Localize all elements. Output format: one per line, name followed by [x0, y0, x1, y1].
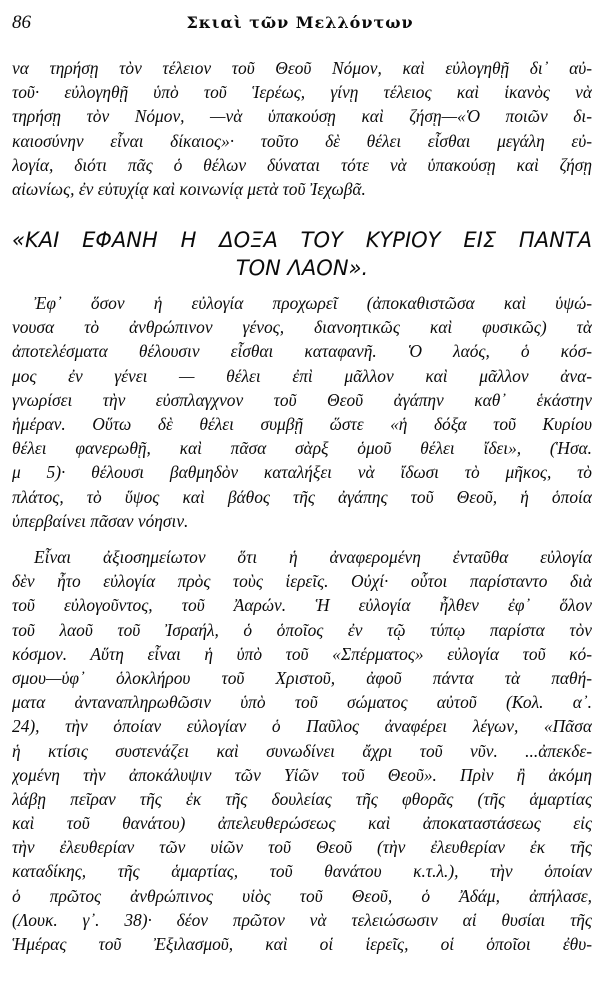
running-head [0, 8, 600, 40]
text-line: θέλει φανερωθῇ, καὶ πᾶσα σὰρξ ὁμοῦ θέλει ἴδει», (Ἡσα. [12, 438, 592, 459]
heading-line: «ΚΑΙ ΕΦΑΝΗ Η ΔΟΞΑ ΤΟΥ ΚΥΡΙΟΥ ΕΙΣ ΠΑΝΤΑ [12, 228, 592, 252]
text-line: ἀποτελέσματα θέλουσιν εἶσθαι καταφανῆ. Ὁ λαός, ὁ κόσ- [12, 341, 592, 362]
text-line: καὶ τοῦ θανάτου) ἀπελευθερώσεως καὶ ἀποκαταστάσεως εἰς [12, 813, 592, 834]
running-title: Σκιαὶ τῶν Μελλόντων [186, 13, 414, 32]
text-line: Ἡμέρας τοῦ Ἐξιλασμοῦ, καὶ οἱ ἱερεῖς, οἱ ὁποῖοι ἐθυ- [12, 934, 592, 954]
text-line: ἡμέραν. Οὕτω δὲ θέλει συμβῇ ὥστε «ἡ δόξα τοῦ Κυρίου [12, 413, 592, 434]
text-line: λάβῃ πεῖραν τῆς ἐκ τῆς δουλείας τῆς φθορᾶς (τῆς ἁμαρτίας [12, 788, 592, 809]
paragraph-2 [12, 291, 592, 533]
text-line: ἡ κτίσις συστενάζει καὶ συνωδίνει ἄχρι τοῦ νῦν. ...ἀπεκδε- [12, 740, 592, 761]
text-line: καιοσύνην εἶναι δίκαιος»· τοῦτο δὲ θέλει εἶσθαι μεγάλη εὐ- [12, 130, 592, 151]
heading-line: ΤΟΝ ΛΑΟΝ». [235, 256, 369, 280]
paragraph-1 [12, 56, 592, 201]
text-line: σμου—ὑφ᾽ ὁλοκλήρου τοῦ Χριστοῦ, ἀφοῦ πάντα τὰ παθή- [12, 667, 592, 688]
paragraph-3 [12, 545, 592, 956]
text-line: μος ἐν γένει — θέλει ἐπὶ μᾶλλον καὶ μᾶλλον ἀνα- [12, 365, 592, 386]
text-line: αἰωνίως, ἐν εὐτυχίᾳ καὶ κοινωνίᾳ μετὰ τοῦ Ἰεχωβᾶ. [12, 178, 366, 199]
text-line: τὴν ἐλευθερίαν τῶν υἱῶν τοῦ Θεοῦ (τὴν ἐλευθερίαν ἐκ τῆς [12, 837, 592, 858]
text-line: νουσα τὸ ἀνθρώπινον γένος, διανοητικῶς καὶ φυσικῶς) τὰ [12, 317, 592, 338]
text-line: 24), τὴν ὁποίαν εὐλογίαν ὁ Παῦλος ἀναφέρει λέγων, «Πᾶσα [12, 716, 592, 737]
text-line: τοῦ λαοῦ τοῦ Ἰσραήλ, ὁ ὁποῖος ἐν τῷ τύπῳ παρίστα τὸν [12, 619, 592, 640]
text-line: Εἶναι ἀξιοσημείωτον ὅτι ἡ ἀναφερομένη ἐνταῦθα εὐλογία [34, 547, 592, 567]
page-number: 86 [12, 12, 31, 33]
text-line: δὲν ἦτο εὐλογία πρὸς τοὺς ἱερεῖς. Οὐχί· οὗτοι παρίσταντο διὰ [12, 571, 592, 592]
text-line: τοῦ εὐλογοῦντος, τοῦ Ἀαρών. Ἡ εὐλογία ἦλθεν ἐφ᾽ ὅλον [12, 595, 592, 616]
text-line: μ 5)· θέλουσι βαθμηδὸν καταλήξει νὰ ἴδωσι τὸ μῆκος, τὸ [12, 462, 592, 483]
text-line: τηρήσῃ τὸν Νόμον, —νὰ ὑπακούσῃ καὶ ζήσῃ—«Ὁ ποιῶν δι- [12, 106, 592, 127]
text-line: Ἐφ᾽ ὅσον ἡ εὐλογία προχωρεῖ (ἀποκαθιστῶσα καὶ ὑψώ- [34, 293, 592, 313]
text-line: καταδίκης, τῆς ἁμαρτίας, τοῦ θανάτου κ.τ.λ.), τὴν ὁποίαν [12, 861, 592, 882]
text-line: ὁ πρῶτος ἀνθρώπινος υἱὸς τοῦ Θεοῦ, ὁ Ἀδάμ, ἀπήλασε, [12, 885, 592, 906]
text-line: κόσμον. Αὕτη εἶναι ἡ ὑπὸ τοῦ «Σπέρματος» εὐλογία τοῦ κό- [12, 643, 592, 664]
text-line: ματα ἀνταναπληρωθῶσιν ὑπὸ τοῦ σώματος αὐτοῦ (Κολ. α᾽. [12, 692, 592, 713]
text-line: να τηρήσῃ τὸν τέλειον τοῦ Θεοῦ Νόμον, καὶ εὐλογηθῇ δι᾽ αὐ- [12, 58, 592, 78]
text-line: τοῦ· εὐλογηθῇ ὑπὸ τοῦ Ἱερέως, γίνῃ τέλειος καὶ ἱκανὸς νὰ [12, 82, 592, 103]
text-line: ὑπερβαίνει πᾶσαν νόησιν. [12, 510, 189, 531]
text-line: (Λουκ. γ᾽. 38)· δέον πρῶτον νὰ τελειώσωσιν αἱ θυσίαι τῆς [12, 909, 592, 930]
text-line: χομένη τὴν ἀποκάλυψιν τῶν Υἱῶν τοῦ Θεοῦ». Πρὶν ἢ ἀκόμη [12, 764, 592, 785]
text-line: πλάτος, τὸ ὕψος καὶ βάθος τῆς ἀγάπης τοῦ Θεοῦ, ἡ ὁποία [12, 486, 592, 507]
text-line: λογία, διότι πᾶς ὁ θέλων δύναται τότε νὰ ὑπακούσῃ καὶ ζήσῃ [12, 154, 592, 175]
section-heading [12, 226, 592, 282]
text-line: γνωρίσει τὴν εὐσπλαγχνον τοῦ Θεοῦ ἀγάπην καθ᾽ ἑκάστην [12, 389, 592, 410]
